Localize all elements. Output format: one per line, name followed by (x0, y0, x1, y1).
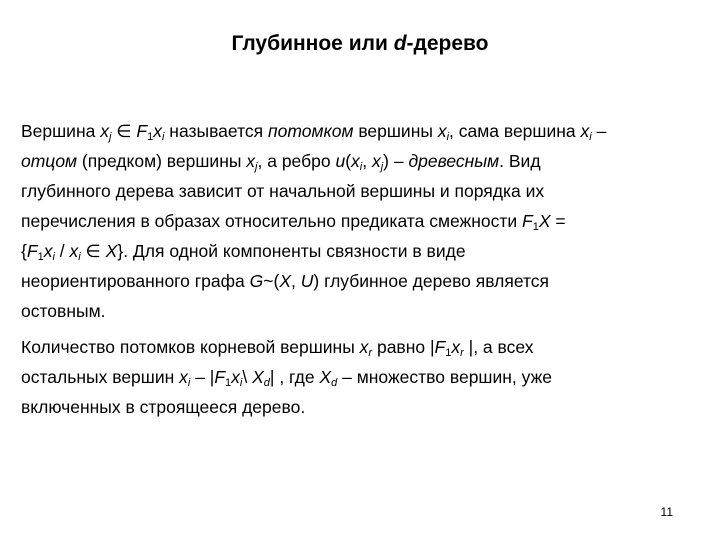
text-run: i (187, 377, 191, 389)
paragraph-dfs-tree-definition (21, 116, 701, 326)
text-run: глубинного дерева зависит от начальной вершины и порядка их (21, 181, 545, 201)
text-run: F (434, 337, 446, 357)
text-line (21, 266, 701, 296)
text-run: X (319, 367, 332, 387)
text-run: x (246, 151, 256, 171)
text-run: остовным. (21, 301, 106, 321)
text-run: j (380, 161, 384, 173)
text-run: – множество вершин, уже (337, 367, 553, 387)
text-run: , (291, 271, 301, 291)
text-run: вершины (353, 121, 438, 141)
text-run: , а ребро (257, 151, 336, 171)
text-run: / (54, 241, 70, 261)
text-run: i (78, 251, 81, 263)
text-line (21, 236, 701, 266)
text-run: x (371, 151, 381, 171)
text-line (21, 296, 701, 326)
text-run: = (550, 211, 566, 231)
text-run: x (437, 121, 447, 141)
text-run: x (451, 337, 461, 357)
text-run: – (591, 121, 607, 141)
title-emphasis: d (393, 32, 407, 55)
text-run: Вершина (21, 121, 101, 141)
text-run: x (580, 121, 590, 141)
text-run: (предком) вершины (77, 151, 247, 171)
text-run: ) – (383, 151, 409, 171)
text-run: X (279, 271, 291, 291)
text-run: x (231, 367, 240, 387)
text-line (21, 146, 701, 176)
text-run: F (214, 367, 226, 387)
slide-title (0, 30, 720, 58)
text-run: X (252, 367, 264, 387)
text-run: r (460, 347, 464, 359)
text-run: ( (345, 151, 352, 171)
text-line (21, 176, 701, 206)
title-suffix: -дерево (406, 32, 489, 55)
text-run: i (161, 131, 165, 143)
text-run: i (589, 131, 592, 143)
text-run: i (239, 377, 243, 389)
title-prefix: Глубинное или (231, 32, 394, 55)
text-run: i (359, 161, 363, 173)
text-run: X (538, 211, 551, 231)
text-run: ~( (263, 271, 280, 291)
text-run: i (446, 131, 450, 143)
subscript: 1 (147, 131, 154, 143)
text-run: { (21, 241, 27, 261)
text-run: u (335, 151, 346, 171)
text-line (21, 362, 701, 392)
text-run: неориентированного графа (21, 271, 250, 291)
text-run: , сама вершина (449, 121, 581, 141)
subscript: 1 (225, 377, 232, 389)
text-run: X (105, 241, 118, 261)
subscript: 1 (445, 347, 452, 359)
text-run: x (179, 367, 188, 387)
text-run: древесным (408, 151, 500, 171)
text-run: F (26, 241, 38, 261)
text-line (21, 392, 701, 422)
text-run: x (43, 241, 53, 261)
text-run: ∈ (80, 241, 106, 261)
text-run: x (351, 151, 360, 171)
text-run: \ (242, 367, 253, 387)
text-line (21, 206, 701, 236)
text-run: ∈ (111, 121, 137, 141)
text-run: x (359, 337, 369, 357)
subscript: 1 (532, 221, 539, 233)
text-run: i (52, 251, 55, 263)
text-run: называется (164, 121, 268, 141)
text-run: . Вид (499, 151, 541, 171)
text-run: равно | (372, 337, 435, 357)
text-run: G (249, 271, 264, 291)
text-run: отцом (21, 151, 78, 171)
text-run: x (153, 121, 162, 141)
text-run: потомком (267, 121, 354, 141)
text-run: F (136, 121, 148, 141)
text-run: d (331, 377, 338, 389)
text-line (21, 116, 701, 146)
text-run: – | (190, 367, 215, 387)
text-run: остальных вершин (21, 367, 180, 387)
paragraph-descendant-count (21, 332, 701, 422)
text-run: ) глубинное дерево является (313, 271, 550, 291)
slide-number: 11 (660, 505, 673, 519)
slide-body (21, 116, 701, 422)
text-run: d (263, 377, 270, 389)
text-run: U (300, 271, 314, 291)
text-run: x (100, 121, 109, 141)
subscript: 1 (37, 251, 44, 263)
text-run: x (69, 241, 79, 261)
text-run: F (522, 211, 533, 231)
text-run: }. Для одной компоненты связности в виде (117, 241, 466, 261)
text-line (21, 332, 701, 362)
text-run: j (255, 161, 258, 173)
text-run: перечисления в образах относительно предиката смежности (21, 211, 523, 231)
text-run: | , где (269, 367, 320, 387)
text-run: r (368, 347, 373, 359)
text-run: Количество потомков корневой вершины (21, 337, 360, 357)
text-run: j (108, 131, 112, 143)
text-run: , (362, 151, 372, 171)
text-run: |, а всех (463, 337, 534, 357)
text-run: включенных в строящееся дерево. (21, 397, 306, 417)
